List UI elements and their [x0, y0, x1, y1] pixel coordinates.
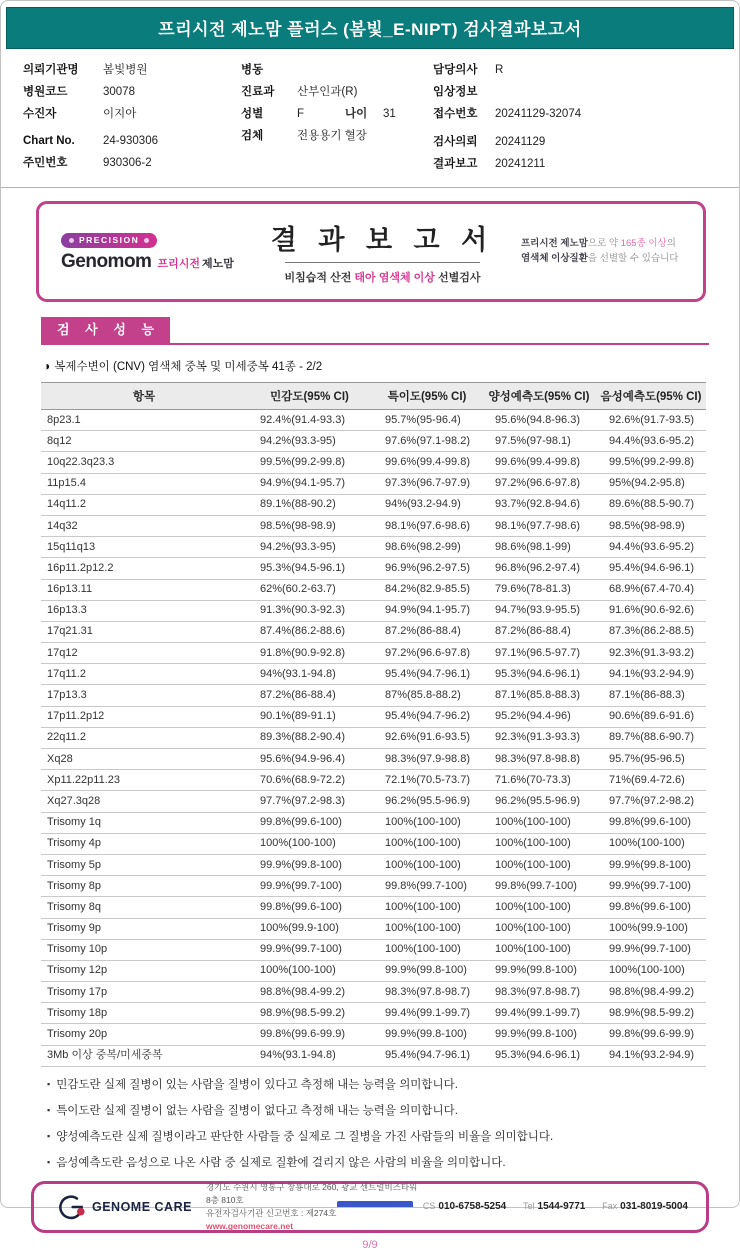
row-value-cell: 99.9%(99.8-100) — [596, 854, 706, 875]
info-value: 24-930306 — [103, 135, 158, 147]
row-value-cell: 99.6%(99.4-99.8) — [482, 452, 596, 473]
table-header-row — [41, 383, 706, 410]
row-value-cell: 99.9%(99.8-100) — [247, 854, 372, 875]
row-value-cell: 92.6%(91.6-93.5) — [372, 727, 482, 748]
row-value-cell: 98.3%(97.8-98.7) — [482, 982, 596, 1003]
row-value-cell: 95.4%(94.7-96.1) — [372, 1045, 482, 1066]
patient-info — [1, 49, 739, 188]
row-value-cell: 99.9%(99.7-100) — [247, 876, 372, 897]
banner-side-note — [521, 237, 703, 266]
row-value-cell: 96.2%(95.5-96.9) — [482, 791, 596, 812]
definition-notes — [47, 1077, 709, 1170]
row-value-cell: 87.1%(86-88.3) — [596, 685, 706, 706]
bullet-icon: ▪ — [47, 1078, 51, 1089]
row-item-cell: Xp11.22p11.23 — [41, 770, 247, 791]
page-title: 프리시전 제노맘 플러스 (봄빛_E-NIPT) 검사결과보고서 — [158, 20, 582, 39]
info-value: 31 — [383, 108, 396, 120]
row-value-cell: 72.1%(70.5-73.7) — [372, 770, 482, 791]
info-row — [241, 81, 433, 103]
row-item-cell: 10q22.3q23.3 — [41, 452, 247, 473]
row-value-cell: 99.8%(99.6-100) — [596, 897, 706, 918]
row-value-cell: 99.5%(99.2-99.8) — [247, 452, 372, 473]
tel-label: Tel — [523, 1201, 535, 1212]
row-value-cell: 95.4%(94.7-96.2) — [372, 706, 482, 727]
row-item-cell: Trisomy 18p — [41, 1003, 247, 1024]
row-value-cell: 84.2%(82.9-85.5) — [372, 579, 482, 600]
row-item-cell: Trisomy 10p — [41, 939, 247, 960]
result-banner — [36, 201, 706, 302]
info-value: 20241211 — [495, 158, 546, 170]
table-row — [41, 643, 706, 664]
info-row — [23, 130, 241, 152]
info-label: 의뢰기관명 — [23, 64, 79, 76]
row-value-cell: 95.3%(94.6-96.1) — [482, 1045, 596, 1066]
row-value-cell: 98.8%(98.4-99.2) — [247, 982, 372, 1003]
info-value: 930306-2 — [103, 157, 152, 169]
info-label: 결과보고 — [433, 158, 478, 170]
table-row — [41, 1045, 706, 1066]
info-value: 20241129 — [495, 136, 546, 148]
info-label: 검사의뢰 — [433, 136, 478, 148]
row-value-cell: 100%(100-100) — [482, 897, 596, 918]
row-item-cell: 22q11.2 — [41, 727, 247, 748]
table-row — [41, 833, 706, 854]
row-value-cell: 99.4%(99.1-99.7) — [372, 1003, 482, 1024]
row-value-cell: 98.9%(98.5-99.2) — [596, 1003, 706, 1024]
row-value-cell: 91.8%(90.9-92.8) — [247, 643, 372, 664]
cnv-subtitle: 복제수변이 (CNV) 염색체 중복 및 미세중복 41종 - 2/2 — [54, 361, 323, 373]
row-value-cell: 95.2%(94.4-96) — [482, 706, 596, 727]
row-item-cell: 14q11.2 — [41, 494, 247, 515]
row-value-cell: 100%(100-100) — [482, 833, 596, 854]
row-value-cell: 97.2%(96.6-97.8) — [482, 473, 596, 494]
row-value-cell: 94%(93.1-94.8) — [247, 664, 372, 685]
row-item-cell: Trisomy 8p — [41, 876, 247, 897]
info-row — [23, 103, 241, 125]
info-label: 주민번호 — [23, 157, 68, 169]
table-header-cell: 양성예측도(95% CI) — [482, 383, 596, 410]
bullet-icon: ▪ — [47, 1156, 51, 1167]
report-banner-subtitle — [244, 269, 521, 285]
row-value-cell: 96.9%(96.2-97.5) — [372, 558, 482, 579]
patient-info-col-2 — [241, 59, 433, 175]
table-row — [41, 558, 706, 579]
info-value: 산부인과(R) — [297, 86, 358, 98]
row-item-cell: Trisomy 20p — [41, 1024, 247, 1045]
table-row — [41, 897, 706, 918]
row-item-cell: Xq28 — [41, 749, 247, 770]
row-value-cell: 96.2%(95.5-96.9) — [372, 791, 482, 812]
table-row — [41, 537, 706, 558]
row-value-cell: 89.6%(88.5-90.7) — [596, 494, 706, 515]
table-row — [41, 960, 706, 981]
row-value-cell: 97.7%(97.2-98.3) — [247, 791, 372, 812]
info-row — [433, 81, 725, 103]
info-row — [23, 81, 241, 103]
row-value-cell: 98.6%(98.2-99) — [372, 537, 482, 558]
row-item-cell: 8q12 — [41, 431, 247, 452]
row-value-cell: 87.2%(86-88.4) — [372, 621, 482, 642]
row-value-cell: 62%(60.2-63.7) — [247, 579, 372, 600]
side-note-gray-1: 으로 약 — [587, 237, 621, 249]
row-value-cell: 100%(100-100) — [482, 854, 596, 875]
row-item-cell: 16p13.11 — [41, 579, 247, 600]
table-row — [41, 876, 706, 897]
row-item-cell: 17q21.31 — [41, 621, 247, 642]
row-value-cell: 95.4%(94.7-96.1) — [372, 664, 482, 685]
performance-table — [41, 382, 706, 1067]
info-label: 수진자 — [23, 108, 57, 120]
row-value-cell: 87.2%(86-88.4) — [482, 621, 596, 642]
info-label: 성별 — [241, 108, 264, 120]
table-row — [41, 982, 706, 1003]
table-row — [41, 770, 706, 791]
title-underline — [285, 262, 480, 263]
info-row — [433, 153, 725, 175]
row-value-cell: 99.9%(99.7-100) — [247, 939, 372, 960]
row-value-cell: 71%(69.4-72.6) — [596, 770, 706, 791]
row-value-cell: 100%(100-100) — [372, 812, 482, 833]
page-number: 9/9 — [362, 1238, 378, 1251]
info-value: 봄빛병원 — [103, 64, 148, 76]
side-note-gray-3: 을 선별할 수 있습니다 — [587, 252, 679, 264]
row-item-cell: Trisomy 12p — [41, 960, 247, 981]
info-value: R — [495, 64, 504, 76]
row-value-cell: 94%(93.1-94.8) — [247, 1045, 372, 1066]
row-item-cell: 14q32 — [41, 515, 247, 536]
row-value-cell: 99.8%(99.6-100) — [596, 812, 706, 833]
row-value-cell: 95.7%(95-96.5) — [596, 749, 706, 770]
brand-kr-pink: 프리시전 — [157, 258, 200, 271]
row-value-cell: 95.4%(94.6-96.1) — [596, 558, 706, 579]
row-value-cell: 97.6%(97.1-98.2) — [372, 431, 482, 452]
table-row — [41, 791, 706, 812]
row-value-cell: 99.8%(99.7-100) — [482, 876, 596, 897]
row-value-cell: 98.8%(98.4-99.2) — [596, 982, 706, 1003]
row-value-cell: 95.6%(94.9-96.4) — [247, 749, 372, 770]
row-value-cell: 87.1%(85.8-88.3) — [482, 685, 596, 706]
row-value-cell: 89.1%(88-90.2) — [247, 494, 372, 515]
row-value-cell: 100%(100-100) — [247, 833, 372, 854]
info-row — [23, 152, 241, 174]
table-row — [41, 431, 706, 452]
info-value: 이지아 — [103, 108, 137, 120]
subtitle-prefix: 비침습적 산전 — [284, 272, 355, 284]
row-value-cell: 97.1%(96.5-97.7) — [482, 643, 596, 664]
table-row — [41, 854, 706, 875]
row-value-cell: 89.3%(88.2-90.4) — [247, 727, 372, 748]
patient-info-col-1 — [23, 59, 241, 175]
genome-care-mark-icon — [54, 1190, 88, 1224]
row-value-cell: 97.5%(97-98.1) — [482, 431, 596, 452]
row-value-cell: 98.3%(97.8-98.8) — [482, 749, 596, 770]
table-row — [41, 664, 706, 685]
row-value-cell: 97.7%(97.2-98.2) — [596, 791, 706, 812]
row-value-cell: 92.3%(91.3-93.3) — [482, 727, 596, 748]
row-item-cell: Trisomy 17p — [41, 982, 247, 1003]
row-value-cell: 99.9%(99.8-100) — [372, 960, 482, 981]
info-row — [241, 125, 433, 147]
row-value-cell: 91.3%(90.3-92.3) — [247, 600, 372, 621]
row-item-cell: Trisomy 9p — [41, 918, 247, 939]
row-item-cell: Xq27.3q28 — [41, 791, 247, 812]
row-value-cell: 99.9%(99.7-100) — [596, 939, 706, 960]
table-row — [41, 473, 706, 494]
fax-label: Fax — [602, 1201, 618, 1212]
table-header-cell: 민감도(95% CI) — [247, 383, 372, 410]
row-value-cell: 100%(100-100) — [247, 960, 372, 981]
info-label: 진료과 — [241, 86, 275, 98]
row-item-cell: Trisomy 1q — [41, 812, 247, 833]
side-note-bold-1: 프리시전 제노맘 — [521, 237, 588, 249]
info-label: 임상정보 — [433, 86, 478, 98]
row-value-cell: 98.1%(97.6-98.6) — [372, 515, 482, 536]
row-value-cell: 87.2%(86-88.4) — [247, 685, 372, 706]
row-value-cell: 70.6%(68.9-72.2) — [247, 770, 372, 791]
table-header-cell: 항목 — [41, 383, 247, 410]
row-item-cell: Trisomy 8q — [41, 897, 247, 918]
row-value-cell: 98.3%(97.8-98.7) — [372, 982, 482, 1003]
row-value-cell: 99.8%(99.6-100) — [247, 812, 372, 833]
note-item: ▪ 음성예측도란 음성으로 나온 사람 중 실제로 질환에 걸리지 않은 사람의 비율을 의미합니다. — [47, 1156, 506, 1169]
genome-care-wordmark: GENOME CARE — [92, 1199, 192, 1214]
cs-number: 010-6758-5254 — [438, 1201, 507, 1213]
row-value-cell: 90.1%(89-91.1) — [247, 706, 372, 727]
genome-care-logo — [54, 1190, 192, 1224]
row-value-cell: 79.6%(78-81.3) — [482, 579, 596, 600]
info-label: 담당의사 — [433, 64, 478, 76]
row-value-cell: 94.1%(93.2-94.9) — [596, 664, 706, 685]
row-value-cell: 98.6%(98.1-99) — [482, 537, 596, 558]
next-page-peek — [337, 1201, 413, 1207]
row-value-cell: 98.3%(97.9-98.8) — [372, 749, 482, 770]
row-value-cell: 94.4%(93.6-95.2) — [596, 537, 706, 558]
table-row — [41, 918, 706, 939]
table-row — [41, 706, 706, 727]
info-label: 병동 — [241, 64, 264, 76]
row-value-cell: 99.9%(99.7-100) — [596, 876, 706, 897]
row-value-cell: 100%(100-100) — [372, 854, 482, 875]
table-row — [41, 1003, 706, 1024]
row-item-cell: 15q11q13 — [41, 537, 247, 558]
row-value-cell: 100%(100-100) — [482, 812, 596, 833]
info-label: 나이 — [345, 108, 368, 120]
table-row — [41, 939, 706, 960]
row-value-cell: 100%(100-100) — [596, 833, 706, 854]
badge-dot-icon — [144, 238, 149, 243]
row-item-cell: 8p23.1 — [41, 410, 247, 431]
info-row — [433, 103, 725, 125]
info-row — [433, 59, 725, 81]
footer-contacts — [423, 1201, 688, 1212]
table-header-cell: 특이도(95% CI) — [372, 383, 482, 410]
row-value-cell: 100%(100-100) — [596, 960, 706, 981]
row-value-cell: 100%(100-100) — [482, 939, 596, 960]
row-value-cell: 97.2%(96.6-97.8) — [372, 643, 482, 664]
row-value-cell: 99.9%(99.8-100) — [372, 1024, 482, 1045]
row-value-cell: 100%(100-100) — [372, 918, 482, 939]
row-value-cell: 89.7%(88.6-90.7) — [596, 727, 706, 748]
row-item-cell: 16p13.3 — [41, 600, 247, 621]
report-title-bar — [6, 7, 734, 49]
table-row — [41, 515, 706, 536]
note-item: ▪ 민감도란 실제 질병이 있는 사람을 질병이 있다고 측정해 내는 능력을 의미합니다. — [47, 1078, 458, 1091]
row-value-cell: 100%(100-100) — [372, 939, 482, 960]
note-item: ▪ 양성예측도란 실제 질병이라고 판단한 사람들 중 실제로 그 질병을 가진 사람들의 비율을 의미합니다. — [47, 1130, 554, 1143]
row-value-cell: 99.9%(99.8-100) — [482, 960, 596, 981]
row-value-cell: 95.3%(94.6-96.1) — [482, 664, 596, 685]
row-value-cell: 87%(85.8-88.2) — [372, 685, 482, 706]
info-row — [241, 59, 433, 81]
row-value-cell: 95.7%(95-96.4) — [372, 410, 482, 431]
precision-badge-label: PRECISION — [79, 235, 140, 246]
fax-number: 031-8019-5004 — [620, 1201, 688, 1213]
table-row — [41, 812, 706, 833]
table-header-cell: 음성예측도(95% CI) — [596, 383, 706, 410]
row-value-cell: 99.9%(99.8-100) — [482, 1024, 596, 1045]
row-value-cell: 92.6%(91.7-93.5) — [596, 410, 706, 431]
row-value-cell: 99.8%(99.6-100) — [247, 897, 372, 918]
row-value-cell: 100%(99.9-100) — [596, 918, 706, 939]
row-value-cell: 93.7%(92.8-94.6) — [482, 494, 596, 515]
side-note-gray-2: 의 — [666, 237, 676, 249]
row-item-cell: Trisomy 4p — [41, 833, 247, 854]
row-value-cell: 87.4%(86.2-88.6) — [247, 621, 372, 642]
badge-dot-icon — [69, 238, 74, 243]
patient-info-col-3 — [433, 59, 725, 175]
row-value-cell: 94.9%(94.1-95.7) — [372, 600, 482, 621]
subtitle-highlight: 태아 염색체 이상 — [354, 272, 435, 284]
cs-label: CS — [422, 1201, 436, 1212]
row-value-cell: 99.8%(99.6-99.9) — [596, 1024, 706, 1045]
table-row — [41, 600, 706, 621]
info-row — [433, 131, 725, 153]
side-note-bold-2: 염색체 이상질환 — [521, 252, 588, 264]
info-label: 병원코드 — [23, 86, 68, 98]
row-value-cell: 99.5%(99.2-99.8) — [596, 452, 706, 473]
info-label: 검체 — [241, 130, 264, 142]
row-value-cell: 100%(100-100) — [482, 918, 596, 939]
table-row — [41, 621, 706, 642]
tel-number: 1544-9771 — [537, 1201, 586, 1213]
report-banner-title: 결 과 보 고 서 — [270, 225, 495, 255]
info-value: 20241129-32074 — [495, 108, 582, 120]
row-value-cell: 98.5%(98-98.9) — [247, 515, 372, 536]
cnv-subtitle-line — [43, 358, 739, 374]
address-line-2: 유전자검사기관 신고번호 : 제274호 — [205, 1207, 337, 1218]
info-row — [23, 59, 241, 81]
row-item-cell: 17q11.2 — [41, 664, 247, 685]
row-value-cell: 95.6%(94.8-96.3) — [482, 410, 596, 431]
table-row — [41, 410, 706, 431]
row-item-cell: Trisomy 5p — [41, 854, 247, 875]
row-value-cell: 92.3%(91.3-93.2) — [596, 643, 706, 664]
row-value-cell: 94.2%(93.3-95) — [247, 537, 372, 558]
row-value-cell: 94%(93.2-94.9) — [372, 494, 482, 515]
row-value-cell: 90.6%(89.6-91.6) — [596, 706, 706, 727]
row-item-cell: 11p15.4 — [41, 473, 247, 494]
row-item-cell: 17p11.2p12 — [41, 706, 247, 727]
row-item-cell: 16p11.2p12.2 — [41, 558, 247, 579]
half-circle-icon: ◑ — [43, 359, 51, 373]
table-row — [41, 685, 706, 706]
precision-badge — [61, 233, 157, 248]
row-item-cell: 17p13.3 — [41, 685, 247, 706]
row-value-cell: 68.9%(67.4-70.4) — [596, 579, 706, 600]
bullet-icon: ▪ — [47, 1130, 51, 1141]
row-value-cell: 98.1%(97.7-98.6) — [482, 515, 596, 536]
row-value-cell: 100%(99.9-100) — [247, 918, 372, 939]
row-value-cell: 87.3%(86.2-88.5) — [596, 621, 706, 642]
brand-kr-dark: 제노맘 — [201, 258, 234, 271]
address-line-1: 경기도 수원시 영통구 창룡대로 260, 광교 센트럴비즈타워 8층 810호 — [205, 1182, 418, 1206]
section-header-rule — [41, 317, 709, 345]
row-value-cell: 92.4%(91.4-93.3) — [247, 410, 372, 431]
row-value-cell: 99.6%(99.4-99.8) — [372, 452, 482, 473]
side-note-pink: 165종 이상 — [620, 237, 667, 249]
table-row — [41, 727, 706, 748]
row-value-cell: 94.7%(93.9-95.5) — [482, 600, 596, 621]
info-value: F — [297, 108, 305, 120]
bullet-icon: ▪ — [47, 1104, 51, 1115]
info-row — [241, 103, 433, 125]
note-item: ▪ 특이도란 실제 질병이 없는 사람을 질병이 없다고 측정해 내는 능력을 의미합니다. — [47, 1104, 458, 1117]
row-value-cell: 100%(100-100) — [372, 897, 482, 918]
row-value-cell: 98.9%(98.5-99.2) — [247, 1003, 372, 1024]
row-item-cell: 3Mb 이상 중복/미세중복 — [41, 1045, 247, 1066]
info-label: Chart No. — [23, 135, 75, 147]
row-value-cell: 94.1%(93.2-94.9) — [596, 1045, 706, 1066]
genomom-brand — [39, 230, 244, 274]
subtitle-suffix: 선별검사 — [434, 272, 481, 284]
row-value-cell: 95%(94.2-95.8) — [596, 473, 706, 494]
row-value-cell: 94.9%(94.1-95.7) — [247, 473, 372, 494]
row-value-cell: 99.4%(99.1-99.7) — [482, 1003, 596, 1024]
row-value-cell: 100%(100-100) — [372, 833, 482, 854]
table-row — [41, 494, 706, 515]
section-tab-performance: 검 사 성 능 — [41, 317, 170, 343]
info-value: 전용용기 혈장 — [297, 130, 367, 142]
row-value-cell: 98.5%(98-98.9) — [596, 515, 706, 536]
row-value-cell: 95.3%(94.5-96.1) — [247, 558, 372, 579]
row-value-cell: 91.6%(90.6-92.6) — [596, 600, 706, 621]
row-value-cell: 94.2%(93.3-95) — [247, 431, 372, 452]
row-value-cell: 94.4%(93.6-95.2) — [596, 431, 706, 452]
row-value-cell: 99.8%(99.6-99.9) — [247, 1024, 372, 1045]
table-row — [41, 749, 706, 770]
row-item-cell: 17q12 — [41, 643, 247, 664]
row-value-cell: 71.6%(70-73.3) — [482, 770, 596, 791]
row-value-cell: 99.8%(99.7-100) — [372, 876, 482, 897]
row-value-cell: 97.3%(96.7-97.9) — [372, 473, 482, 494]
table-row — [41, 579, 706, 600]
genomom-logo: Genomom — [61, 251, 152, 273]
row-value-cell: 96.8%(96.2-97.4) — [482, 558, 596, 579]
table-row — [41, 452, 706, 473]
website-link[interactable]: www.genomecare.net — [205, 1220, 294, 1231]
info-value: 30078 — [103, 86, 135, 98]
table-row — [41, 1024, 706, 1045]
info-label: 접수번호 — [433, 108, 478, 120]
